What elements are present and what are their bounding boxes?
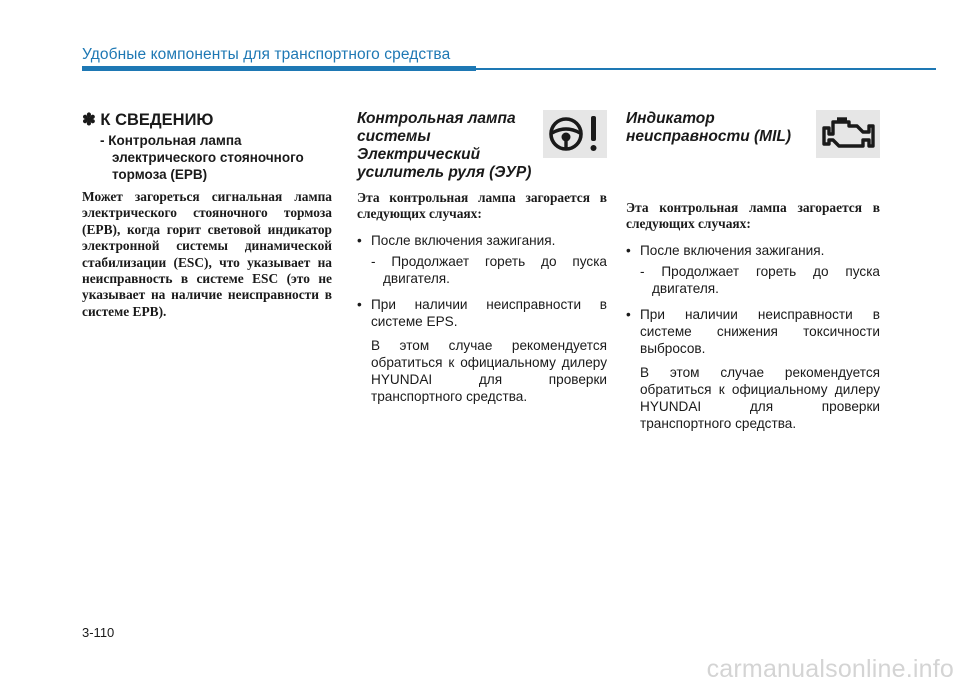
header-rule-thick xyxy=(82,66,476,71)
list-item: • При наличии неисправности в системе EPS. xyxy=(357,296,607,330)
mil-intro: Эта контрольная лампа загорается в следующих случаях: xyxy=(626,200,880,232)
list-item: • После включения зажигания. xyxy=(626,242,880,259)
list-item: - Продолжает гореть до пуска двигателя. xyxy=(371,253,607,286)
eps-heading-row xyxy=(357,110,607,182)
mil-heading-line: Индикатор xyxy=(626,110,715,127)
notice-column xyxy=(82,110,332,320)
mil-heading-line: неисправности (MIL) xyxy=(626,128,792,145)
notice-body: Может загореться сигнальная лампа электрического стояночного тормоза (EPB), когда горит световой индикатор электронной системы динамической стабилизации (ESC), что указывает на неисправность в системе ESC (это не указывает на наличие неисправности в системе EPB). xyxy=(82,189,332,319)
section-header-title: Удобные компоненты для транспортного средства xyxy=(82,46,451,63)
eps-heading-line: Электрический xyxy=(357,146,481,163)
mil-column xyxy=(626,110,880,432)
list-item: - Продолжает гореть до пуска двигателя. xyxy=(640,263,880,296)
eps-heading-line: системы xyxy=(357,128,431,145)
eps-intro: Эта контрольная лампа загорается в следующих случаях: xyxy=(357,190,607,222)
notice-subheading: - Контрольная лампа электрического стояночного тормоза (EPB) xyxy=(100,133,304,182)
watermark: carmanualsonline.info xyxy=(706,655,954,683)
steering-wheel-warning-icon xyxy=(543,110,607,158)
eps-conditions-list xyxy=(357,232,607,405)
engine-check-icon xyxy=(816,110,880,158)
header-rule-thin xyxy=(476,68,936,70)
list-item: • При наличии неисправности в системе снижения токсичности выбросов. xyxy=(626,306,880,357)
eps-heading-line: усилитель руля (ЭУР) xyxy=(357,164,532,181)
page-number: 3-110 xyxy=(82,625,115,640)
eps-column xyxy=(357,110,607,405)
eps-advice: В этом случае рекомендуется обратиться к официальному дилеру HYUNDAI для проверки транспортного средства. xyxy=(371,337,607,404)
mil-conditions-list xyxy=(626,242,880,432)
list-item: • После включения зажигания. xyxy=(357,232,607,249)
mil-heading-row xyxy=(626,110,880,196)
notice-heading: ✽ К СВЕДЕНИЮ xyxy=(82,111,214,129)
mil-advice: В этом случае рекомендуется обратиться к официальному дилеру HYUNDAI для проверки транспортного средства. xyxy=(640,364,880,431)
eps-heading-line: Контрольная лампа xyxy=(357,110,516,127)
